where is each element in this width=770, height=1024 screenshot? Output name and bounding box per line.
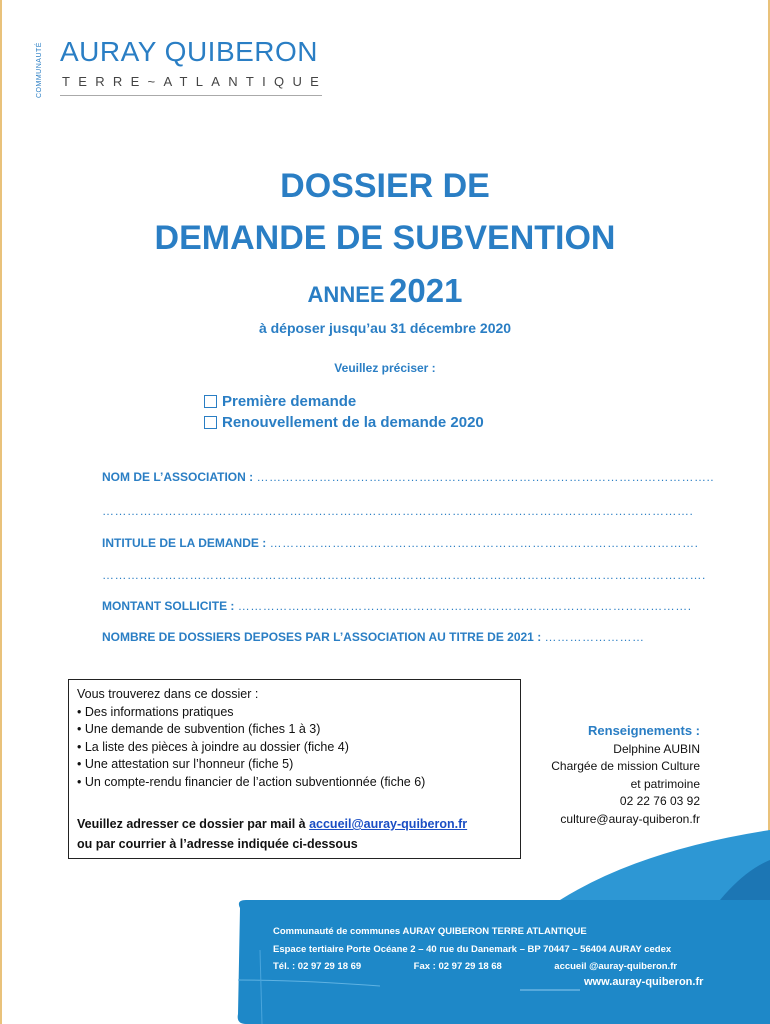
contact-email[interactable]: culture@auray-quiberon.fr: [560, 811, 700, 826]
footer-email[interactable]: accueil @auray-quiberon.fr: [554, 961, 678, 972]
logo-underline: [60, 95, 322, 96]
infobox-item: • Un compte-rendu financier de l’action subventionnée (fiche 6): [77, 774, 426, 789]
year-number: 2021: [389, 272, 463, 309]
title-line-2: DEMANDE DE SUBVENTION: [154, 219, 616, 257]
year-heading: [0, 272, 770, 310]
field-label: NOM DE L’ASSOCIATION :: [102, 470, 257, 484]
field-dots[interactable]: …………………………………………………………………………………………………………………………….: [102, 504, 694, 518]
contact-role-1: Chargée de mission Culture: [551, 759, 700, 773]
footer-tel: Tél. : 02 97 29 18 69: [273, 961, 362, 972]
field-dots[interactable]: ……………………………………………………………………………………………….: [237, 599, 692, 613]
field-dots[interactable]: ………………………………………………………………………………………………..: [256, 470, 715, 484]
deadline-text: à déposer jusqu’au 31 décembre 2020: [258, 320, 512, 336]
logo-sub-text: TERRE~ATLANTIQUE: [62, 74, 328, 89]
field-dots[interactable]: ……………………………………………………………………………………………………………………………….: [102, 568, 706, 582]
footer-fax: Fax : 02 97 29 18 68: [413, 961, 502, 972]
contact-phone: 02 22 76 03 92: [619, 794, 700, 808]
choice-label: Première demande: [222, 393, 357, 410]
send-prefix: Veuillez adresser ce dossier par mail à: [77, 817, 310, 831]
infobox-item: • Une demande de subvention (fiches 1 à 3): [77, 722, 321, 736]
contact-heading: Renseignements :: [588, 723, 700, 738]
title-line-1: DOSSIER DE: [280, 167, 490, 205]
specify-text: Veuillez préciser :: [334, 361, 436, 375]
field-label: NOMBRE DE DOSSIERS DEPOSES PAR L’ASSOCIATION AU TITRE DE 2021 :: [102, 630, 545, 644]
checkbox-icon[interactable]: [204, 416, 217, 429]
infobox-item: • Une attestation sur l’honneur (fiche 5): [77, 757, 294, 771]
field-dots[interactable]: ………………………………………………………………………………………….: [269, 536, 699, 550]
field-association-name-continued[interactable]: [102, 504, 694, 518]
send-email-link[interactable]: accueil@auray-quiberon.fr: [309, 817, 468, 831]
send-line-2: ou par courrier à l’adresse indiquée ci-dessous: [77, 837, 358, 851]
contact-role-2: et patrimoine: [630, 776, 700, 791]
infobox-intro: Vous trouverez dans ce dossier :: [77, 687, 259, 701]
year-word: ANNEE: [307, 282, 385, 307]
field-request-title-continued[interactable]: [102, 568, 706, 582]
choice-renewal[interactable]: [204, 414, 484, 431]
footer-website[interactable]: www.auray-quiberon.fr: [584, 976, 704, 988]
contact-block: [520, 722, 700, 828]
field-label: MONTANT SOLLICITE :: [102, 599, 238, 613]
checkbox-icon[interactable]: [204, 395, 217, 408]
field-amount[interactable]: [102, 599, 692, 613]
choice-label: Renouvellement de la demande 2020: [222, 414, 484, 431]
field-request-title[interactable]: [102, 536, 699, 550]
contact-name: Delphine AUBIN: [613, 741, 700, 756]
choice-first-request[interactable]: [204, 393, 356, 410]
logo-vertical-text: COMMUNAUTÉ: [36, 42, 43, 98]
infobox-item: • La liste des pièces à joindre au dossier (fiche 4): [77, 739, 349, 754]
footer-contacts: [273, 961, 677, 972]
infobox-item: • Des informations pratiques: [77, 704, 234, 719]
field-association-name[interactable]: [102, 470, 715, 484]
footer-address: Espace tertiaire Porte Océane 2 – 40 rue du Danemark – BP 70447 – 56404 AURAY cedex: [273, 944, 672, 955]
logo-main-text: AURAY QUIBERON: [60, 36, 319, 67]
field-dots[interactable]: ……………………: [544, 630, 645, 644]
footer-org: Communauté de communes AURAY QUIBERON TERRE ATLANTIQUE: [273, 926, 587, 937]
field-label: INTITULE DE LA DEMANDE :: [102, 536, 270, 550]
field-number-of-files[interactable]: [102, 630, 654, 644]
